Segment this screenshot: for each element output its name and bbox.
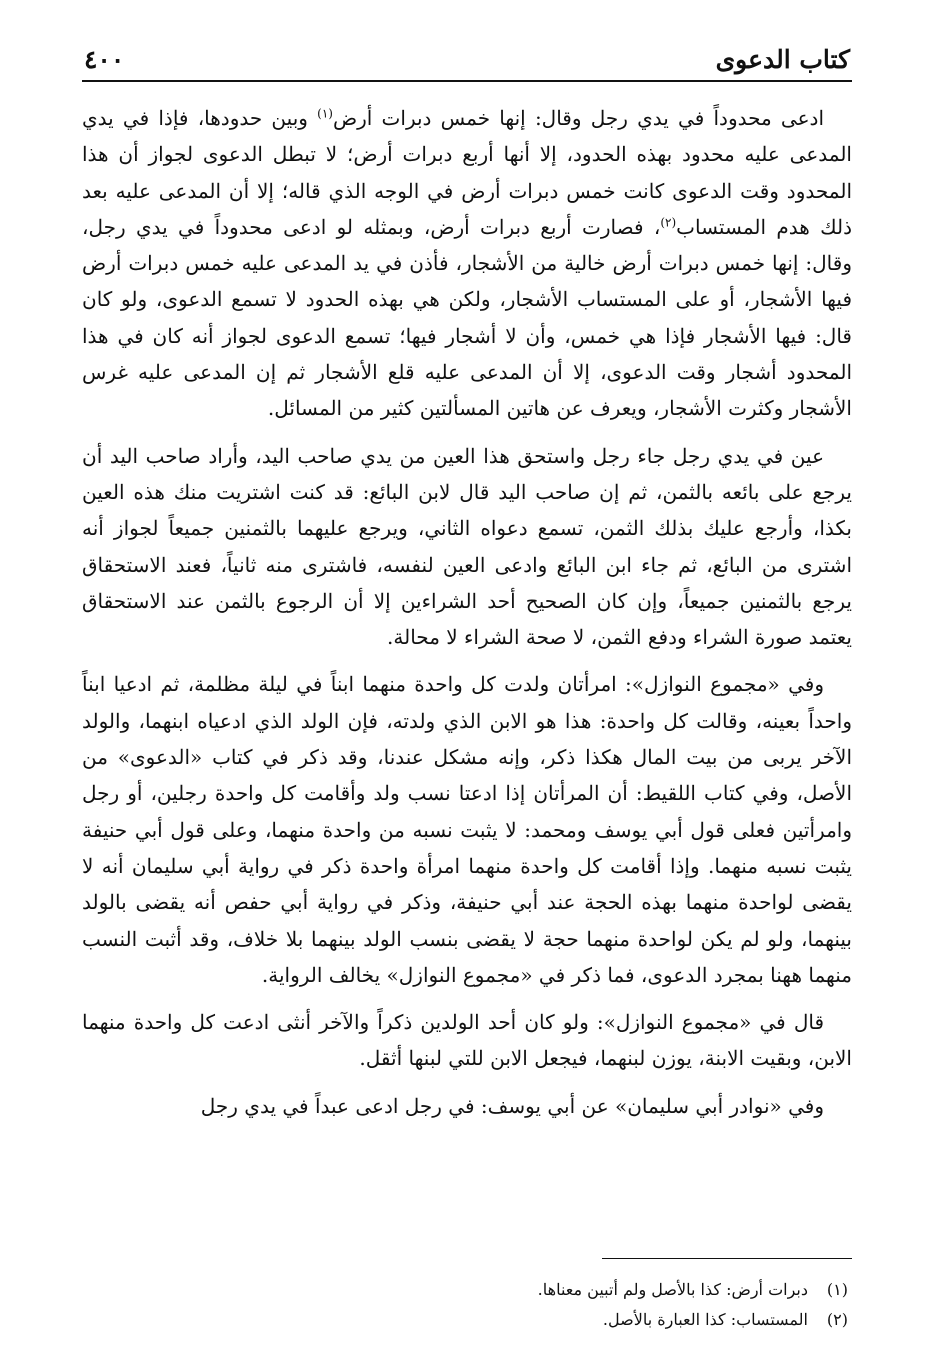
footnote-text: المستساب: كذا العبارة بالأصل. (602, 1310, 808, 1329)
footnote-text: دبرات أرض: كذا بالأصل ولم أتبين معناها. (537, 1280, 808, 1299)
footnote-marker[interactable]: (١) (317, 106, 333, 121)
page-number: ٤٠٠ (84, 45, 125, 74)
paragraph (82, 1088, 852, 1124)
running-title: كتاب الدعوى (715, 45, 850, 74)
footnote (82, 1305, 852, 1335)
paragraph-text: وفي «نوادر أبي سليمان» عن أبي يوسف: في رجل ادعى عبداً في يدي رجل (200, 1093, 824, 1118)
footnote-marker[interactable]: (٢) (660, 215, 677, 230)
paragraph (82, 1004, 852, 1077)
paragraph-text: وفي «مجموع النوازل»: امرأتان ولدت كل واحدة منهما ابناً في ليلة مظلمة، ثم ادعيا ابناً واحداً بعينه، وقالت كل واحدة: هذا هو الابن الذي ولدته، فإن الولد الذي ادعياه ابنهما، والولد الآخر يربى من بيت المال هكذا ذكر، وإنه مشكل عندنا، وقد ذكر في كتاب «الدعوى» من الأصل، وفي كتاب اللقيط: أن المرأتان إذا ادعتا نسب ولد وأقامت كل واحدة رجلين، أو رجل وامرأتين فعلى قول أبي يوسف ومحمد: لا يثبت نسبه من واحدة منهما، وعلى قول أبي حنيفة يثبت نسبه منهما. وإذا أقامت كل واحدة منهما امرأة واحدة ذكر في رواية أبي سليمان أنه لا يقضى لواحدة منهما بهذه الحجة عند أبي حنيفة، وذكر في رواية أبي حفص أنه يقضى بالولد بينهما، ولو لم يكن لواحدة منهما حجة لا يقضى بنسب الولد بينهما بلا خلاف، وقد أثبت النسب منهما ههنا بمجرد الدعوى، فما ذكر في «مجموع النوازل» يخالف الرواية. (82, 672, 852, 987)
page (82, 36, 852, 1135)
paragraph (82, 438, 852, 656)
footnote-number: (٢) (826, 1310, 848, 1329)
body-text (82, 100, 852, 1124)
footnote-divider (602, 1258, 852, 1259)
paragraph-text: قال في «مجموع النوازل»: ولو كان أحد الولدين ذكراً والآخر أنثى ادعت كل واحدة منهما الابن، وبقيت الابنة، يوزن لبنهما، فيجعل الابن للتي لبنها أثقل. (82, 1010, 852, 1071)
page-header (82, 36, 852, 82)
footnote (82, 1275, 852, 1305)
footnotes (82, 1258, 852, 1335)
paragraph-text: عين في يدي رجل جاء رجل واستحق هذا العين من يدي صاحب اليد، وأراد صاحب اليد أن يرجع على بائعه بالثمن، ثم إن صاحب اليد قال لابن البائع: قد كنت اشتريت منك هذه العين بكذا، وأرجع عليك بذلك الثمن، تسمع دعواه الثاني، ويرجع عليهما بالثمنين جميعاً لجواز أنه اشترى من البائع، ثم جاء ابن البائع وادعى العين لنفسه، فاشترى منه ثانياً، فعند الاستحقاق يرجع بالثمنين جميعاً، وإن كان الصحيح أحد الشراءين إلا أن الرجوع بالثمن عند الاستحقاق يعتمد صورة الشراء ودفع الثمن، لا صحة الشراء لا محالة. (82, 443, 852, 650)
footnote-number: (١) (826, 1280, 848, 1299)
paragraph-text: ادعى محدوداً في يدي رجل وقال: إنها خمس دبرات أرض (332, 106, 824, 130)
paragraph (82, 100, 852, 427)
paragraph-text: ، فصارت أربع دبرات أرض، وبمثله لو ادعى محدوداً في يدي رجل، وقال: إنها خمس دبرات أرض خالية من الأشجار، فأذن في يد المدعى عليه خمس دبرات أرض فيها الأشجار، أو على المستساب الأشجار، ولكن هي بهذه الحدود لا تسمع الدعوى، ولو كان قال: فيها الأشجار فإذا هي خمس، وأن لا أشجار فيها؛ تسمع الدعوى لجواز أنه كان في هذا المحدود أشجار وقت الدعوى، إلا أن المدعى عليه قلع الأشجار ثم إن المدعى عليه غرس الأشجار وكثرت الأشجار، ويعرف عن هاتين المسألتين كثير من المسائل. (82, 214, 852, 421)
paragraph-text: وبين حدودها، فإذا في يدي المدعى عليه محدود بهذه الحدود، إلا أنها أربع دبرات أرض؛ لا تبطل الدعوى لجواز أن هذا المحدود وقت الدعوى كانت خمس دبرات أرض في الوجه الذي قاله؛ إلا أن المدعى عليه بعد ذلك هدم المستساب (82, 106, 852, 239)
paragraph (82, 666, 852, 993)
